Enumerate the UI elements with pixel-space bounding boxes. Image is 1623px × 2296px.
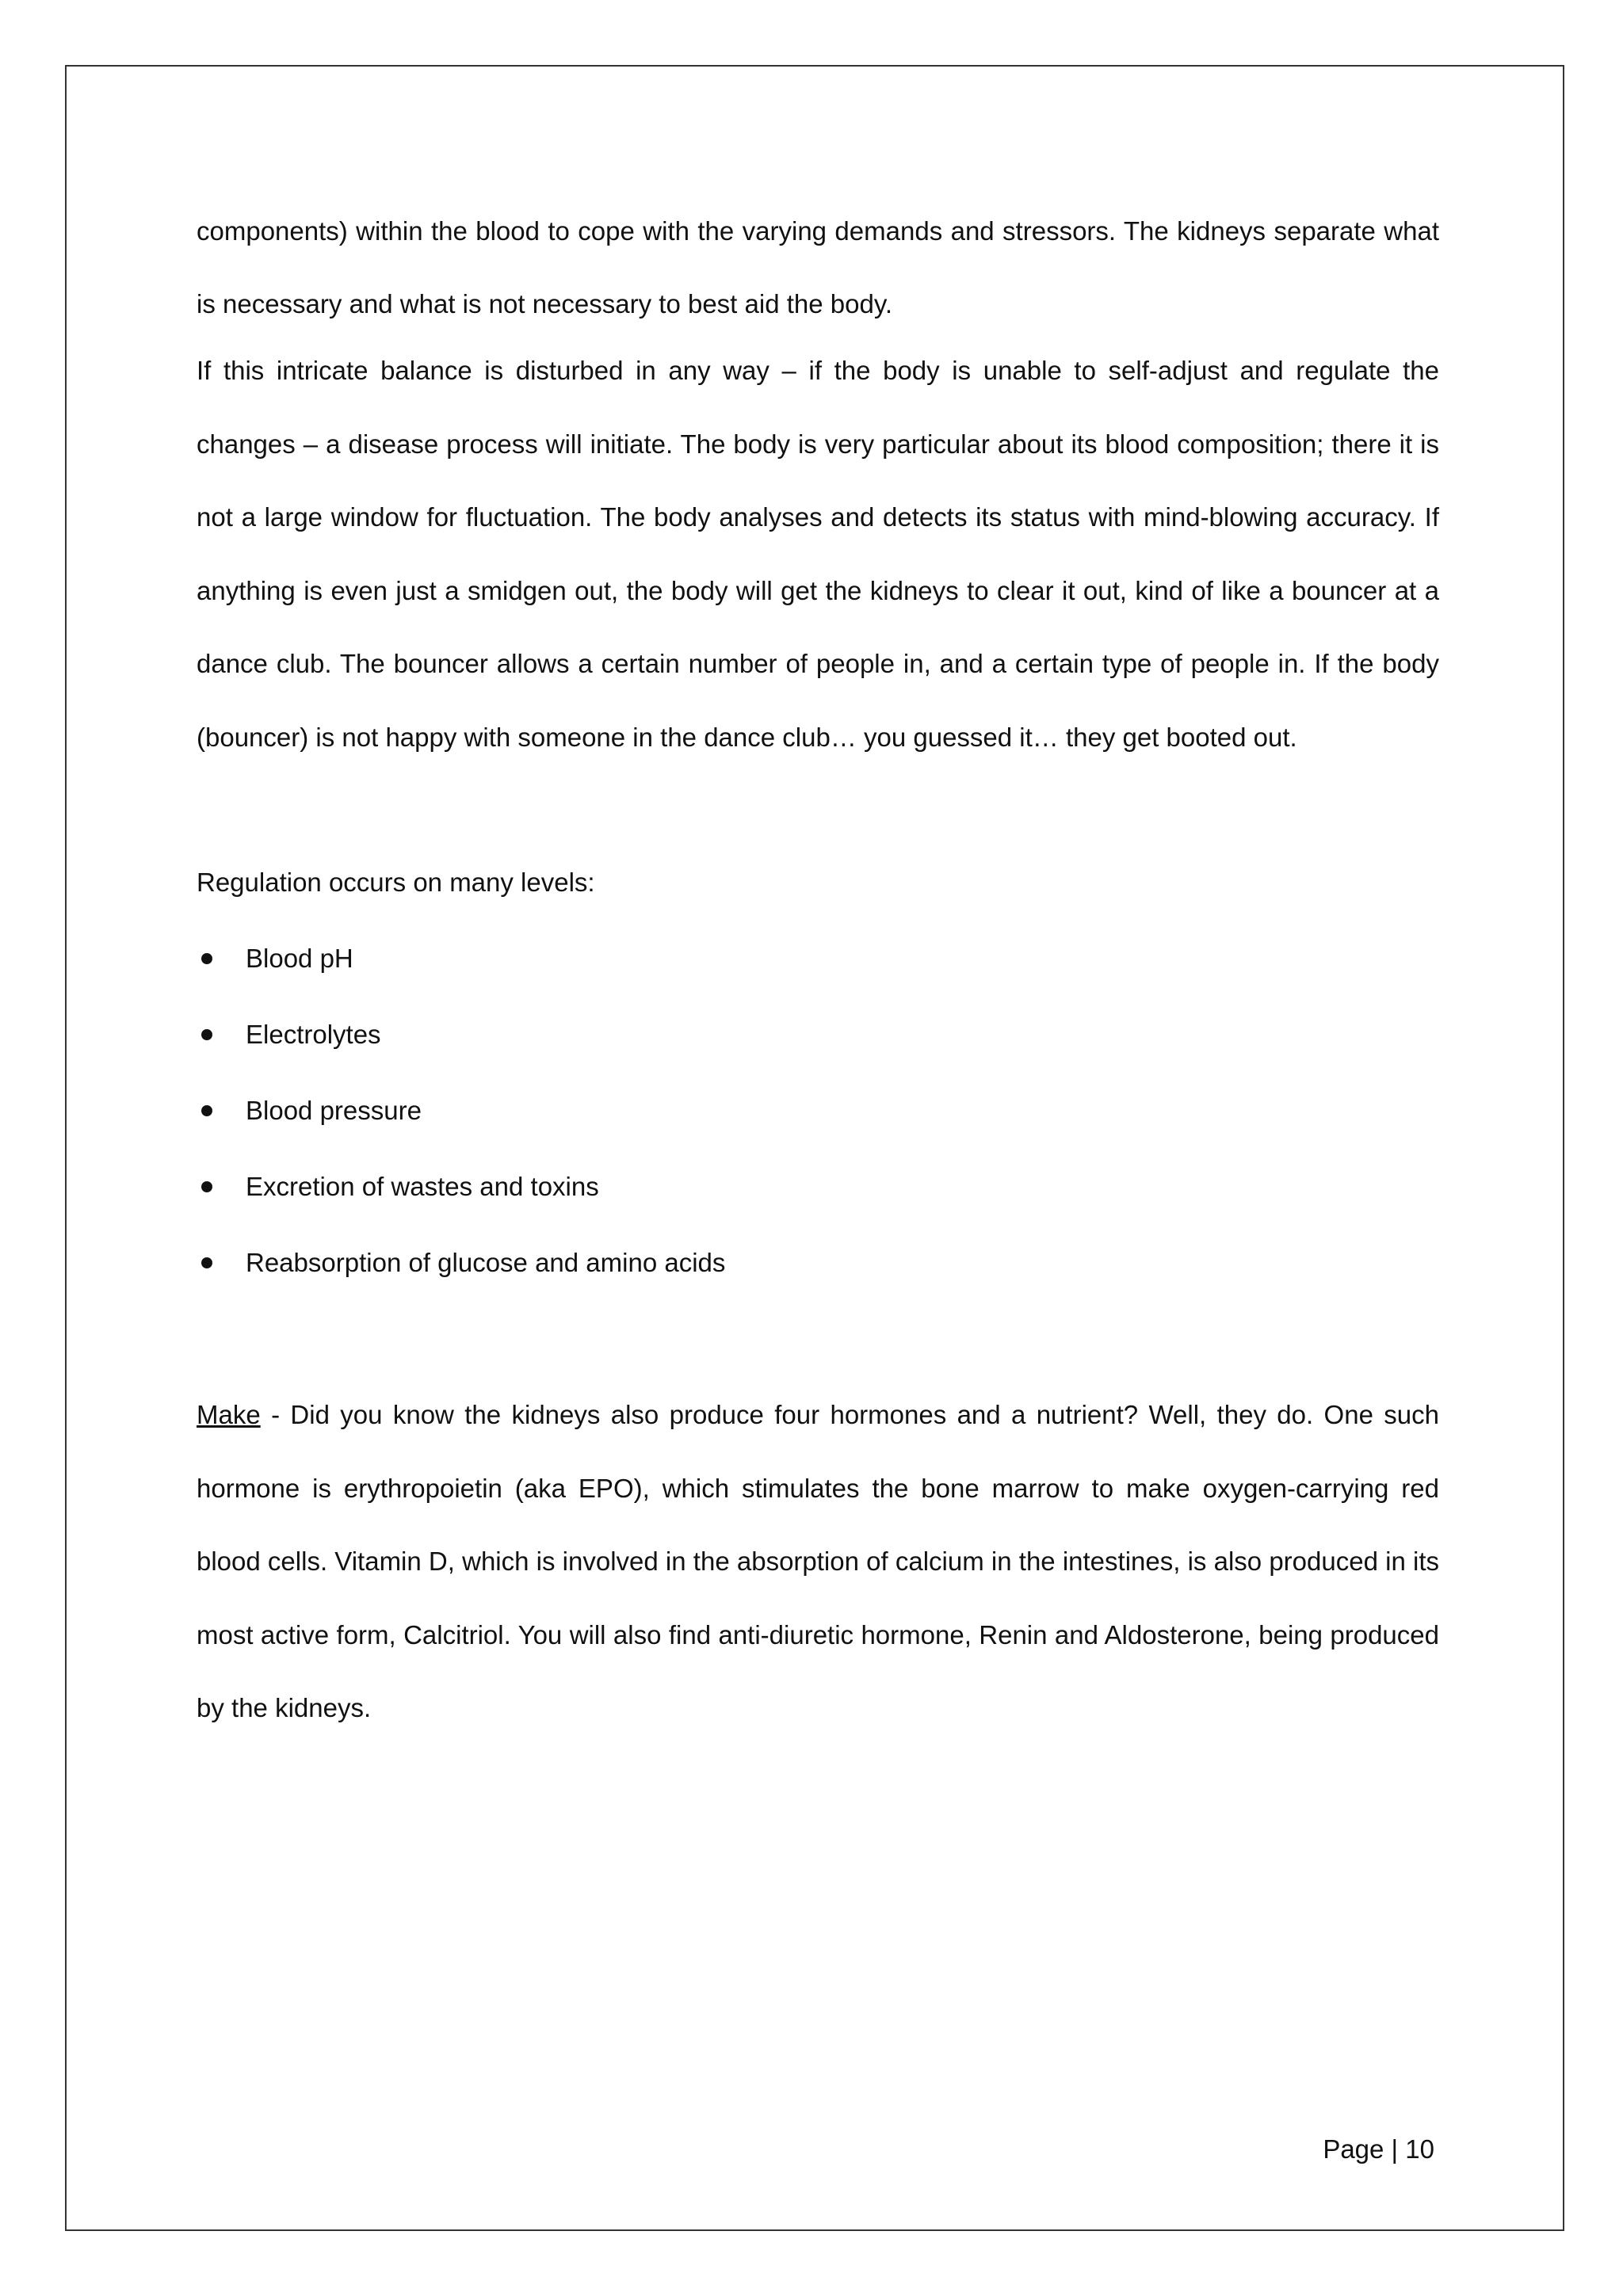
bullet-icon — [201, 1105, 212, 1116]
list-item — [197, 1149, 725, 1225]
list-item-label: Blood pressure — [246, 1096, 422, 1125]
bullet-icon — [201, 1181, 212, 1192]
bullet-icon — [201, 1257, 212, 1268]
paragraph-regulation-intro: Regulation occurs on many levels: — [197, 868, 595, 897]
list-item-label: Reabsorption of glucose and amino acids — [246, 1248, 726, 1277]
bullet-icon — [201, 953, 212, 964]
list-item — [197, 997, 725, 1073]
list-item — [197, 1225, 725, 1301]
list-item-label: Electrolytes — [246, 1020, 381, 1049]
paragraph-make — [197, 1379, 1439, 1745]
list-item — [197, 1073, 725, 1149]
paragraph-blood-components: components) within the blood to cope with the varying demands and stressors. The kidneys separate what is necessary and what is not necessary to best aid the body. — [197, 216, 1439, 318]
page-number: Page | 10 — [1323, 2134, 1434, 2164]
paragraph-balance: If this intricate balance is disturbed in any way – if the body is unable to self-adjust and regulate the changes – a disease process will initiate. The body is very particular about its blood composition; there it is not a large window for fluctuation. The body analyses and detects its status with mind-blowing accuracy. If anything is even just a smidgen out, the body will get the kidneys to clear it out, kind of like a bouncer at a dance club. The bouncer allows a certain number of people in, and a certain type of people in. If the body (bouncer) is not happy with someone in the dance club… you guessed it… they get booted out. — [197, 356, 1439, 752]
list-item-label: Blood pH — [246, 944, 353, 973]
list-item — [197, 921, 725, 997]
make-heading: Make — [197, 1400, 261, 1429]
make-body: - Did you know the kidneys also produce four hormones and a nutrient? Well, they do. One such hormone is erythropoietin (aka EPO), which stimulates the bone marrow to make oxygen-carrying red blood cells. Vitamin D, which is involved in the absorption of calcium in the intestines, is also produced in its most active form, Calcitriol. You will also find anti-diuretic hormone, Renin and Aldosterone, being produced by the kidneys. — [197, 1400, 1439, 1722]
bullet-icon — [201, 1029, 212, 1040]
list-item-label: Excretion of wastes and toxins — [246, 1172, 599, 1201]
regulation-list — [197, 921, 725, 1301]
